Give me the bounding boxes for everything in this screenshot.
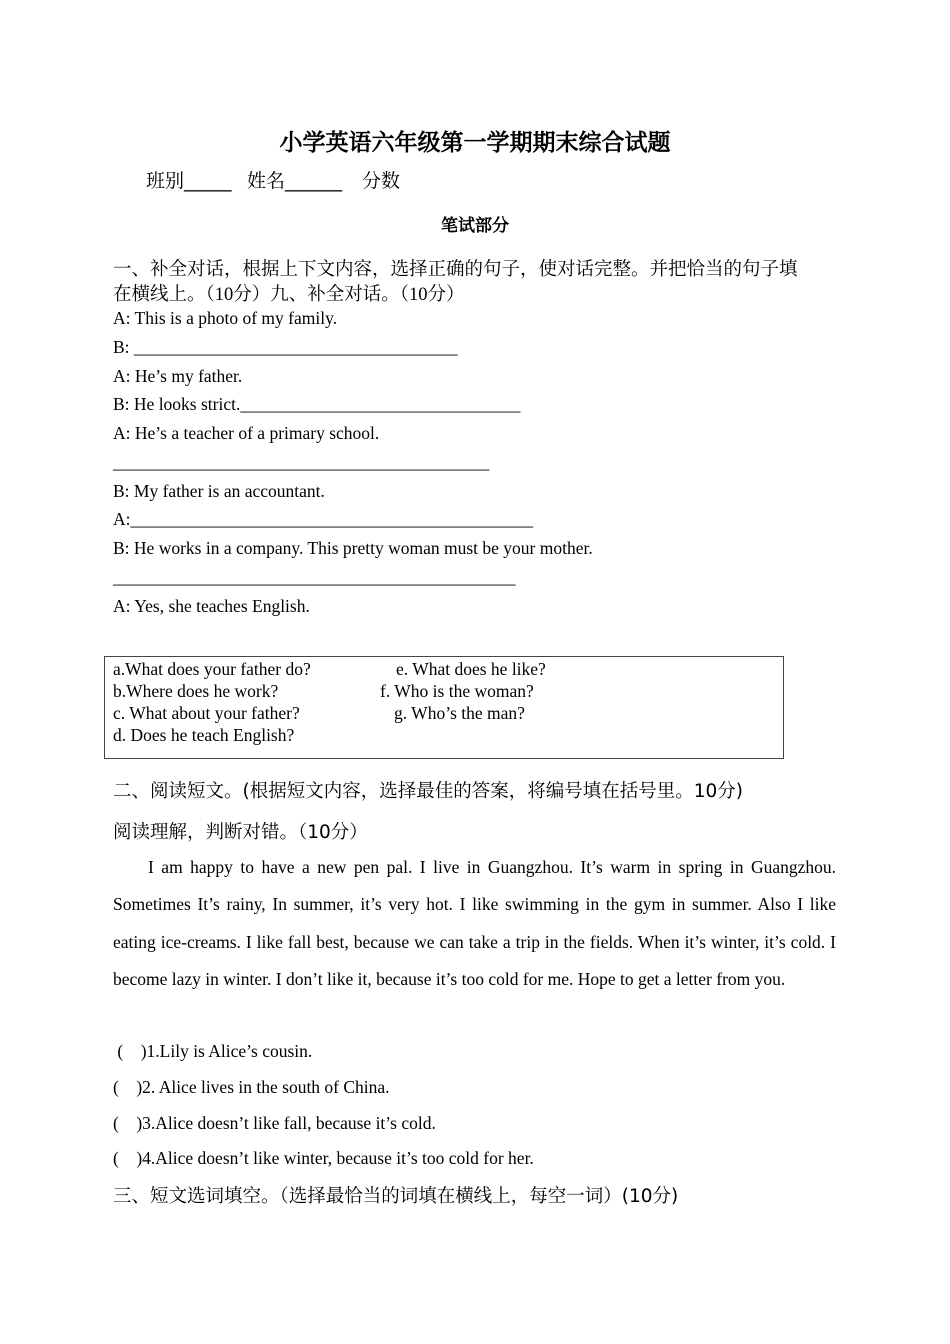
dialogue-line: B: My father is an accountant. <box>113 481 325 501</box>
part1-instruction-mid: 10分）九、补全对话。（ <box>214 285 410 305</box>
part1-instruction-line2 <box>113 280 465 306</box>
dialogue-line: ______________________________________________ <box>113 567 516 587</box>
option-item: g. Who’s the man? <box>394 703 525 723</box>
dialogue-line: ___________________________________________ <box>113 452 490 472</box>
option-item: f. Who is the woman? <box>380 681 534 701</box>
dialogue-line: A: He’s a teacher of a primary school. <box>113 423 380 443</box>
score-field: 分数 <box>362 170 401 192</box>
class-field: 班别_____ <box>146 170 232 192</box>
name-field: 姓名______ <box>247 170 343 192</box>
part2-instruction: 二、阅读短文。(根据短文内容，选择最佳的答案，将编号填在括号里。10分) <box>113 781 743 802</box>
question-item: ( )4.Alice doesn’t like winter, because it’s too cold for her. <box>113 1148 534 1168</box>
dialogue-line: B: He looks strict.________________________________ <box>113 394 521 414</box>
dialogue-line: A: This is a photo of my family. <box>113 308 338 328</box>
option-item: b.Where does he work? <box>113 681 279 701</box>
part1-instruction-line1: 一、补全对话，根据上下文内容，选择正确的句子，使对话完整。并把恰当的句子填 <box>113 259 798 280</box>
dialogue-line: B: He works in a company. This pretty woman must be your mother. <box>113 538 593 558</box>
dialogue-line: A: Yes, she teaches English. <box>113 596 310 616</box>
option-item: c. What about your father? <box>113 703 300 723</box>
dialogue-line: A: He’s my father. <box>113 366 243 386</box>
option-item: a.What does your father do? <box>113 659 311 679</box>
question-item: ( )2. Alice lives in the south of China. <box>113 1077 390 1097</box>
reading-passage: I am happy to have a new pen pal. I live in Guangzhou. It’s warm in spring in Guangzhou. Sometimes It’s rainy, In summer, it’s very hot. I like swimming in the gym in summer. Also I like eating ice-creams. I like fall best, because we can take a trip in the fields. When it’s winter, it’s cold. I become lazy in winter. I don’t like it, because it’s too cold for me. Hope to get a letter from you. <box>113 857 836 989</box>
part1-instruction-cn: 在横线上。（ <box>113 284 215 305</box>
question-item: ( )3.Alice doesn’t like fall, because it’s cold. <box>113 1113 436 1133</box>
dialogue-line: B: _____________________________________ <box>113 337 458 357</box>
part1-instruction-end: 10分） <box>409 285 465 305</box>
dialogue-line: A:______________________________________________ <box>113 509 533 529</box>
exam-title: 小学英语六年级第一学期期末综合试题 <box>279 130 671 156</box>
part2-sub-instruction: 阅读理解，判断对错。（10分） <box>113 822 368 843</box>
part3-instruction: 三、短文选词填空。（选择最恰当的词填在横线上，每空一词）(10分) <box>113 1186 679 1207</box>
question-item: ( )1.Lily is Alice’s cousin. <box>113 1041 313 1061</box>
option-item: e. What does he like? <box>396 659 546 679</box>
section-heading: 笔试部分 <box>441 216 509 236</box>
option-item: d. Does he teach English? <box>113 725 295 745</box>
